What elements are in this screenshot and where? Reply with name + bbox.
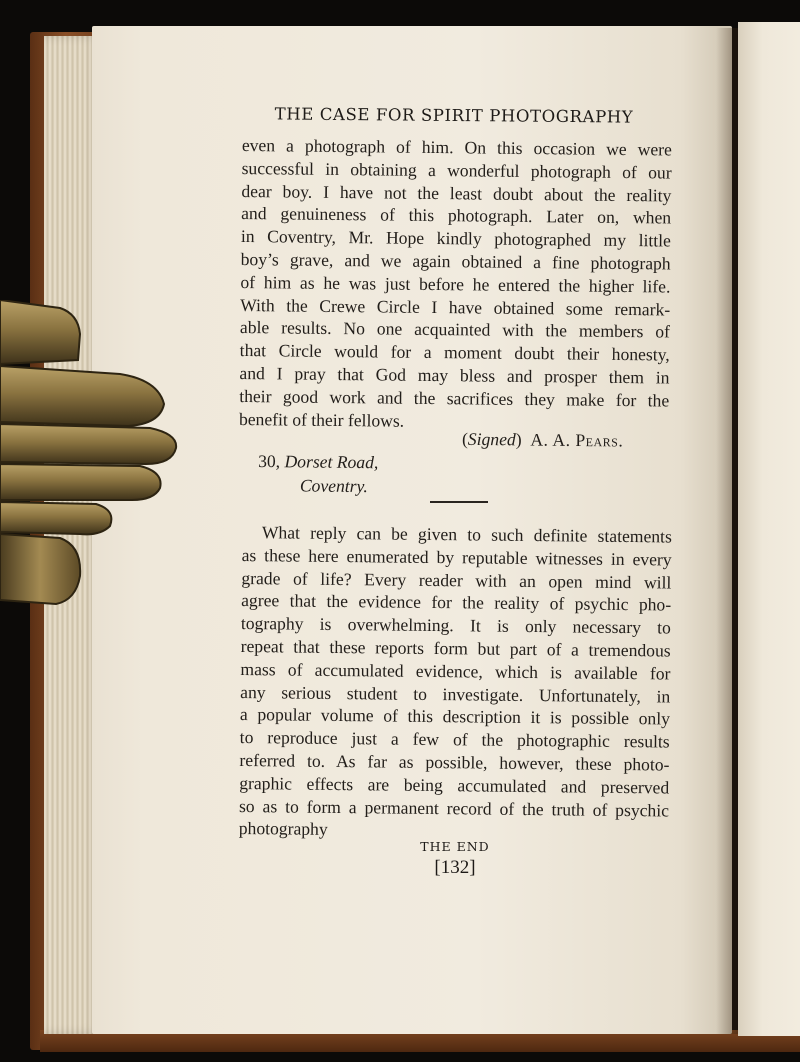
- text-line: so as to form a permanent record of the truth of psychic: [238, 795, 670, 821]
- text-line: to reproduce just a few of the photographic results: [239, 727, 670, 752]
- city: Coventry.: [299, 475, 368, 497]
- signed-label: Signed: [467, 428, 516, 450]
- text-line: even a photograph of him. On this occasion we were: [241, 134, 672, 160]
- text-line: tography is overwhelming. It is only necessary to: [240, 613, 672, 638]
- address: [258, 449, 458, 499]
- running-head: THE CASE FOR SPIRIT PHOTOGRAPHY: [274, 104, 634, 127]
- text-line: and I pray that God may bless and prosper them in: [239, 362, 670, 388]
- text-line: agree that the evidence for the reality of psychic pho-: [241, 590, 672, 615]
- text-line: as these here enumerated by reputable witnesses in every: [241, 544, 672, 570]
- text-line: photography: [238, 818, 328, 840]
- text-line: What reply can be given to such definite statements: [261, 522, 672, 547]
- text-line: repeat that these reports form but part of a tremendous: [240, 635, 671, 661]
- text-line: dear boy. I have not the least doubt about the reality: [241, 180, 672, 206]
- text-line: boy’s grave, and we again obtained a fine photograph: [240, 248, 671, 274]
- text-line: graphic effects are being accumulated and preserved: [239, 772, 670, 798]
- text-line: their good work and the sacrifices they make for the: [239, 385, 670, 411]
- signatory-name: A. A. Pears.: [530, 429, 624, 451]
- text-line: referred to. As far as possible, however, these photo-: [239, 749, 670, 775]
- page-number: [132]: [434, 857, 476, 878]
- section-divider: [430, 501, 488, 503]
- text-line: mass of accumulated evidence, which is available for: [240, 658, 671, 684]
- brass-hand-holder: [0, 300, 185, 610]
- text-line: a popular volume of this description it is possible only: [239, 704, 671, 729]
- street-number: 30,: [258, 450, 281, 472]
- the-end-label: THE END: [420, 839, 490, 854]
- text-line: and genuineness of this photograph. Later on, when: [241, 203, 672, 228]
- text-line: of him as he was just before he entered the higher life.: [240, 271, 671, 297]
- letter-text: [239, 134, 672, 435]
- street: Dorset Road,: [284, 451, 379, 473]
- signature: (Signed) A. A. Pears.: [461, 428, 624, 451]
- closing-text: [239, 521, 672, 845]
- text-line: successful in obtaining a wonderful photograph of our: [241, 157, 672, 183]
- text-line: benefit of their fellows.: [238, 408, 405, 431]
- text-line: With the Crewe Circle I have obtained some remark-: [240, 294, 671, 320]
- facing-page: [738, 22, 800, 1036]
- text-line: any serious student to investigate. Unfortunately, in: [240, 681, 671, 707]
- text-line: able results. No one acquainted with the members of: [239, 317, 671, 342]
- text-line: in Coventry, Mr. Hope kindly photographed my little: [240, 226, 672, 251]
- text-line: grade of life? Every reader with an open mind will: [241, 567, 672, 593]
- text-line: that Circle would for a moment doubt their honesty,: [239, 340, 670, 365]
